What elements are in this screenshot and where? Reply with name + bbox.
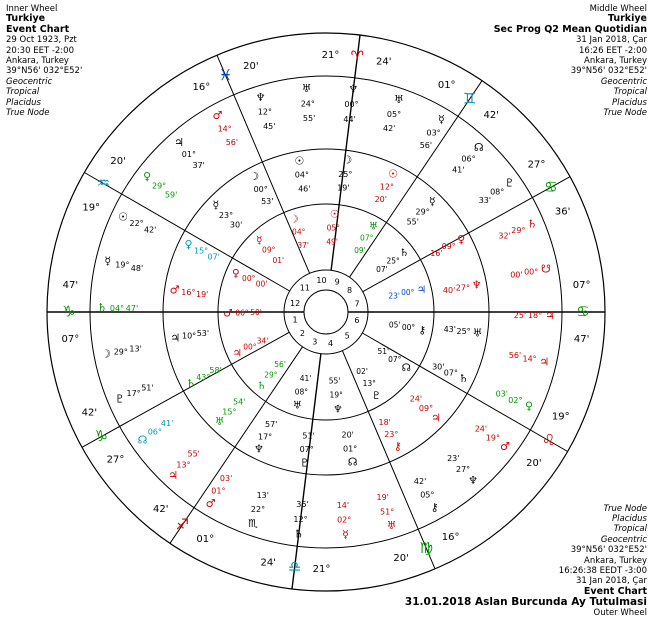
planet-glyph: ♄	[185, 376, 196, 390]
cusp-sign-glyph: ♑	[62, 302, 76, 321]
planet-minute: 42'	[144, 225, 157, 235]
planet-glyph: ☿	[255, 234, 263, 247]
planet-minute: 19'	[196, 290, 209, 300]
house-number: 2	[299, 329, 305, 339]
planet-degree: 29°	[511, 225, 526, 235]
planet-glyph: ☊	[137, 433, 148, 447]
planet-minute: 41'	[299, 373, 312, 383]
planet-degree: 19°	[485, 433, 500, 443]
planet-glyph: ♇	[114, 392, 125, 406]
planet-minute: 42'	[383, 124, 396, 134]
planet-minute: 00'	[255, 279, 268, 289]
planet-degree: 15°	[194, 246, 209, 256]
planet-minute: 16'	[430, 248, 443, 258]
planet-glyph: ♃	[416, 284, 427, 296]
planet-degree: 09°	[441, 242, 456, 252]
planet-minute: 05'	[388, 320, 401, 330]
outer-chart-date: 31 Jan 2018, Çar	[576, 576, 647, 587]
planet-glyph: ♃	[232, 347, 242, 360]
cusp-sign-glyph: ♐	[175, 515, 190, 534]
planet-glyph: ♅	[214, 415, 225, 429]
cusp-degree: 19°	[82, 202, 101, 214]
middle-chart-time: 16:26 EET -2:00	[579, 45, 647, 56]
planet-glyph: ♄	[399, 247, 410, 259]
cusp-minute: 42'	[153, 503, 169, 515]
cusp-degree: 01°	[196, 533, 215, 545]
planet-degree: 09°	[262, 245, 276, 255]
planet-glyph: ♃	[168, 468, 179, 482]
planet-degree: 00°	[242, 274, 256, 284]
planet-degree: 17°	[258, 432, 273, 442]
planet-glyph: ♅	[292, 399, 303, 412]
inner-wheel-label: Inner Wheel	[6, 4, 58, 14]
planet-degree: 07°	[443, 368, 458, 378]
planet-degree: 04°	[109, 303, 125, 313]
planet-glyph: ♃	[431, 411, 442, 425]
planet-glyph: ♀	[143, 170, 152, 184]
house-number: 11	[299, 283, 310, 293]
cusp-minute: 20'	[110, 155, 126, 167]
middle-chart-type: Sec Prog Q2 Mean Quotidian	[493, 23, 647, 35]
planet-degree: 07°	[299, 445, 314, 455]
planet-degree: 05°	[420, 490, 435, 500]
planet-degree: 25°	[386, 256, 400, 266]
planet-degree: 00°	[524, 267, 539, 277]
inner-opt-4: True Node	[6, 108, 50, 119]
planet-minute: 23'	[447, 453, 460, 463]
outer-chart-time: 16:26:38 EEDT -3:00	[558, 565, 647, 576]
planet-glyph: ♂	[205, 497, 216, 510]
house-number: 1	[292, 315, 298, 325]
planet-glyph: ☋	[541, 262, 551, 276]
planet-degree: 08°	[490, 187, 505, 197]
planet-glyph: ♆	[348, 82, 359, 96]
planet-minute: 56'	[274, 359, 286, 369]
planet-minute: 14'	[336, 500, 350, 510]
outer-opt-4: Geocentric	[600, 534, 647, 545]
planet-degree: 22°	[250, 505, 266, 515]
planet-minute: 33'	[478, 196, 492, 206]
cusp-minute: 42'	[483, 110, 499, 122]
planet-degree: 29°	[264, 370, 278, 380]
planet-degree: 29°	[113, 347, 128, 357]
planet-degree: 25°	[338, 169, 353, 179]
house-number: 7	[354, 299, 360, 309]
planet-glyph: ☿	[438, 113, 445, 126]
planet-minute: 56'	[225, 137, 239, 147]
planet-glyph: ♂	[169, 283, 180, 297]
planet-minute: 55'	[187, 449, 200, 459]
cusp-sign-glyph: ♑	[94, 427, 108, 446]
planet-minute: 07'	[207, 252, 220, 262]
planet-minute: 44'	[343, 114, 356, 124]
middle-chart-coords: 39°N56' 032°E52'	[570, 66, 647, 77]
planet-degree: 04°	[292, 227, 306, 237]
planet-glyph: ☉	[329, 208, 340, 221]
cusp-degree: 19°	[551, 411, 570, 423]
planet-glyph: ⚷	[430, 500, 439, 514]
cusp-minute: 24'	[260, 557, 276, 569]
planet-minute: 20'	[341, 430, 354, 440]
planet-glyph: ♄	[97, 301, 107, 315]
planet-degree: 14°	[217, 124, 232, 134]
planet-degree: 08°	[294, 387, 309, 397]
planet-minute: 07'	[376, 264, 388, 274]
inner-chart-place: Ankara, Turkey	[6, 56, 69, 67]
planet-minute: 13'	[129, 344, 142, 354]
planet-degree: 16°	[181, 288, 196, 298]
planet-degree: 09°	[418, 404, 434, 414]
planet-degree: 23°	[218, 210, 234, 220]
planet-degree: 06°	[147, 427, 162, 437]
cusp-degree: 21°	[312, 564, 331, 575]
planet-glyph: ♇	[299, 456, 310, 470]
planet-minute: 55'	[302, 114, 316, 124]
planet-degree: 03°	[426, 128, 441, 138]
planet-degree: 00°	[344, 100, 359, 110]
house-number: 4	[327, 339, 334, 349]
cusp-degree: 07°	[572, 280, 591, 292]
planet-degree: 15°	[222, 407, 237, 417]
planet-glyph: ♅	[368, 220, 379, 233]
planet-glyph: ☉	[388, 167, 399, 181]
planet-minute: 55'	[328, 376, 341, 386]
planet-minute: 48'	[130, 263, 144, 273]
inner-chart-time: 20:30 EET -2:00	[6, 45, 74, 56]
inner-opt-2: Tropical	[6, 87, 40, 98]
planet-glyph: ♂	[212, 109, 223, 123]
planet-glyph: ☽	[101, 347, 112, 361]
middle-opt-3: Placidus	[612, 97, 647, 108]
middle-chart-date: 31 Jan 2018, Çar	[576, 35, 647, 46]
planet-degree: 51°	[380, 507, 395, 517]
middle-wheel-label: Middle Wheel	[589, 4, 647, 14]
planet-minute: 56'	[419, 141, 433, 151]
planet-minute: 02'	[356, 367, 368, 376]
inner-chart-type: Event Chart	[6, 23, 70, 35]
planet-degree: 06°	[235, 308, 249, 318]
cusp-sign-glyph: ♋	[576, 302, 590, 321]
planet-glyph: ♄	[293, 527, 304, 541]
planet-degree: 12°	[379, 182, 394, 192]
outer-chart-title: 31.01.2018 Aslan Burcunda Ay Tutulmasi	[404, 596, 647, 609]
house-number: 12	[290, 299, 301, 309]
inner-opt-1: Geocentric	[6, 76, 53, 87]
planet-minute: 49'	[326, 237, 338, 247]
planet-degree: 13°	[362, 379, 376, 388]
cusp-minute: 20'	[393, 552, 409, 564]
planet-degree: 00°	[243, 342, 257, 352]
planet-glyph: ☊	[401, 362, 411, 375]
planet-minute: 58'	[209, 366, 222, 376]
planet-glyph: ♇	[371, 390, 382, 402]
cusp-degree: 01°	[437, 80, 456, 92]
planet-glyph: ♀	[184, 237, 193, 251]
cusp-degree: 21°	[321, 50, 340, 61]
planet-glyph: ☉	[294, 154, 305, 168]
planet-glyph: ♇	[504, 176, 515, 190]
planet-degree: 25°	[456, 326, 471, 336]
planet-glyph: ☉	[118, 210, 128, 224]
planet-minute: 41'	[452, 165, 465, 175]
planet-glyph: ☿	[212, 198, 220, 212]
planet-minute: 37'	[297, 240, 310, 250]
cusp-minute: 47'	[62, 280, 79, 292]
planet-minute: 46'	[298, 184, 311, 194]
planet-degree: 18°	[527, 311, 543, 321]
middle-chart-name: Turkiye	[607, 13, 647, 25]
planet-degree: 07°	[388, 355, 402, 365]
middle-opt-4: True Node	[603, 108, 647, 119]
planet-degree: 05°	[326, 223, 340, 233]
planet-minute: 41'	[160, 418, 174, 428]
outer-opt-1: True Node	[603, 503, 647, 514]
planet-minute: 23'	[388, 291, 401, 301]
planet-glyph: ♀	[524, 399, 534, 413]
planet-minute: 32'	[498, 231, 511, 241]
cusp-sign-glyph: ♍	[419, 539, 434, 558]
outer-chart-place: Ankara, Turkey	[584, 555, 647, 566]
house-number: 5	[344, 331, 350, 341]
planet-glyph: ♃	[170, 331, 181, 345]
house-number: 9	[334, 277, 340, 287]
planet-glyph: ⚷	[418, 324, 427, 337]
planet-degree: 05°	[386, 109, 402, 119]
planet-minute: 00'	[510, 270, 523, 280]
cusp-line	[349, 81, 482, 277]
cusp-sign-glyph: ♈	[350, 47, 365, 66]
outer-opt-3: Tropical	[613, 524, 647, 535]
planet-minute: 40'	[442, 285, 456, 295]
planet-minute: 09'	[354, 245, 366, 255]
planet-degree: 13°	[176, 460, 191, 470]
inner-chart-date: 29 Oct 1923, Pzt	[6, 35, 77, 46]
planet-minute: 55'	[406, 217, 419, 227]
planet-degree: 12°	[293, 514, 308, 524]
cusp-minute: 20'	[243, 61, 259, 73]
inner-chart-coords: 39°N56' 032°E52'	[6, 66, 83, 77]
planet-degree: 00°	[401, 288, 415, 298]
planet-glyph: ☿	[104, 254, 112, 268]
planet-glyph: ♏	[248, 516, 259, 530]
planet-degree: 00°	[401, 323, 416, 332]
planet-degree: 27°	[456, 465, 471, 475]
planet-degree: 17°	[126, 389, 141, 399]
planet-minute: 53'	[261, 197, 274, 207]
planet-minute: 34'	[256, 336, 269, 346]
planet-degree: 06°	[461, 154, 476, 164]
planet-degree: 01°	[343, 444, 358, 454]
planet-glyph: ♆	[333, 403, 343, 416]
planet-glyph: ☿	[342, 528, 349, 542]
cusp-sign-glyph: ♒	[96, 174, 111, 192]
cusp-minute: 47'	[573, 333, 590, 345]
planet-minute: 51'	[141, 383, 154, 393]
planet-minute: 37'	[192, 161, 205, 171]
planet-minute: 51'	[377, 347, 390, 357]
middle-opt-1: Geocentric	[600, 76, 647, 87]
planet-minute: 30'	[229, 220, 243, 230]
planet-minute: 56'	[508, 351, 522, 361]
planet-glyph: ☽	[289, 213, 299, 226]
planet-minute: 19'	[337, 183, 350, 193]
cusp-minute: 36'	[554, 206, 571, 218]
planet-minute: 53'	[196, 329, 210, 339]
house-number: 6	[354, 315, 360, 325]
planet-degree: 00°	[253, 184, 268, 194]
planet-degree: 02°	[337, 515, 352, 525]
planet-minute: 13'	[256, 490, 269, 500]
planet-glyph: ⚷	[393, 440, 402, 454]
planet-minute: 25'	[513, 310, 527, 320]
planet-degree: 19°	[115, 260, 130, 270]
planet-degree: 01°	[181, 149, 196, 159]
planet-glyph: ♅	[472, 326, 483, 340]
planet-glyph: ♆	[468, 474, 478, 488]
cusp-minute: 42'	[81, 407, 98, 419]
planet-glyph: ♃	[539, 355, 550, 369]
planet-degree: 29°	[415, 207, 430, 217]
planet-glyph: ☿	[428, 194, 436, 208]
planet-minute: 36'	[296, 500, 309, 510]
planet-degree: 23°	[384, 430, 399, 440]
planet-glyph: ♀	[231, 267, 240, 280]
cusp-degree: 16°	[441, 531, 460, 543]
cusp-degree: 16°	[192, 82, 211, 94]
outer-chart-coords: 39°N56' 032°E52'	[570, 545, 647, 556]
planet-minute: 59'	[164, 190, 178, 200]
planet-minute: 24'	[474, 424, 488, 434]
planet-degree: 27°	[455, 283, 470, 293]
planet-degree: 12°	[257, 107, 272, 117]
planet-glyph: ♅	[386, 519, 397, 533]
planet-degree: 24°	[300, 99, 315, 109]
planet-minute: 30'	[432, 362, 445, 372]
planet-glyph: ♆	[255, 90, 266, 104]
center-circle	[304, 290, 348, 334]
planet-degree: 43°	[196, 372, 211, 382]
cusp-sign-glyph: ♓	[218, 65, 233, 84]
planet-degree: 10°	[182, 331, 197, 341]
cusp-sign-glyph: ♎	[287, 557, 302, 576]
planet-glyph: ☽	[342, 153, 353, 167]
cusp-minute: 24'	[376, 56, 392, 68]
planet-degree: 22°	[129, 219, 144, 229]
planet-glyph: ♃	[174, 135, 184, 149]
planet-degree: 04°	[294, 170, 309, 180]
planet-degree: 19°	[329, 390, 343, 400]
outer-chart-type: Event Chart	[583, 585, 647, 597]
planet-degree: 29°	[152, 181, 167, 191]
inner-chart-name: Turkiye	[6, 13, 46, 25]
middle-chart-place: Ankara, Turkey	[584, 56, 647, 67]
planet-minute: 19'	[376, 493, 389, 502]
planet-glyph: ♆	[253, 442, 264, 456]
cusp-degree: 27°	[106, 454, 125, 466]
planet-minute: 51'	[302, 431, 315, 441]
planet-glyph: ♄	[256, 380, 267, 392]
planet-minute: 20'	[374, 195, 387, 205]
planet-minute: 03'	[219, 473, 233, 483]
inner-opt-3: Placidus	[6, 97, 41, 108]
outer-wheel-label: Outer Wheel	[593, 607, 647, 618]
planet-degree: 14°	[522, 354, 537, 364]
planet-minute: 43'	[443, 324, 456, 334]
planet-glyph: ♆	[471, 278, 482, 292]
middle-opt-2: Tropical	[613, 87, 647, 98]
planet-glyph: ♀	[457, 233, 466, 247]
planet-glyph: ☊	[347, 455, 358, 469]
planet-degree: 07°	[360, 233, 374, 243]
house-number: 8	[347, 285, 353, 295]
cusp-line	[363, 177, 570, 292]
planet-glyph: ♄	[458, 372, 469, 386]
planet-glyph: ♅	[301, 81, 312, 95]
planet-glyph: ♄	[527, 217, 538, 231]
outer-opt-2: Placidus	[612, 513, 647, 524]
house-number: 10	[316, 275, 327, 285]
planet-minute: 50'	[250, 308, 262, 318]
planet-minute: 57'	[265, 419, 278, 429]
planet-glyph: ☽	[249, 169, 260, 183]
planet-minute: 42'	[413, 477, 427, 487]
planet-minute: 24'	[409, 394, 423, 404]
cusp-sign-glyph: ♋	[544, 177, 558, 196]
planet-glyph: ♃	[545, 308, 555, 322]
planet-glyph: ♂	[499, 439, 510, 453]
cusp-sign-glyph: ♌	[541, 431, 556, 449]
planet-degree: 02°	[508, 395, 523, 405]
cusp-degree: 27°	[527, 159, 546, 171]
planet-minute: 45'	[263, 122, 276, 131]
planet-degree: 01°	[211, 486, 226, 496]
cusp-sign-glyph: ♊	[462, 89, 477, 108]
cusp-degree: 07°	[61, 333, 80, 345]
cusp-minute: 20'	[526, 458, 542, 470]
planet-glyph: ♂	[223, 307, 233, 320]
planet-glyph: ☊	[473, 141, 484, 155]
planet-minute: 18'	[378, 417, 391, 427]
planet-minute: 01'	[272, 255, 285, 265]
house-number: 3	[312, 337, 318, 347]
planet-minute: 03'	[495, 389, 508, 399]
planet-glyph: ♅	[393, 93, 404, 107]
planet-minute: 54'	[233, 397, 246, 407]
planet-minute: 47'	[125, 304, 139, 314]
